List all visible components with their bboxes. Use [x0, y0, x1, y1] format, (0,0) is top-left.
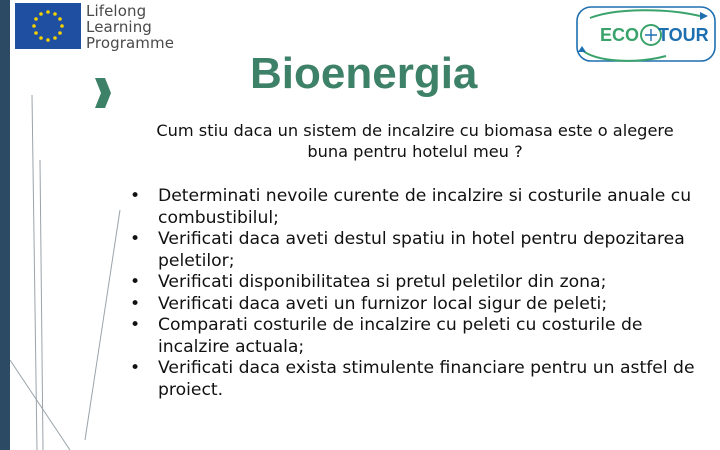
decorative-lines: [10, 0, 130, 450]
lifelong-learning-programme-text: [86, 3, 174, 51]
slide-question: Cum stiu daca un sistem de incalzire cu biomasa este o alegere buna pentru hotelul meu ?: [156, 121, 674, 161]
arrow-tab-shape: [95, 78, 111, 108]
bullet-item: • Determinati nevoile curente de incalzire si costurile anuale cu combustibilul;: [128, 186, 698, 229]
programme-line: Learning: [86, 18, 152, 36]
programme-line: Programme: [86, 34, 175, 52]
eu-flag-logo: [15, 3, 81, 53]
bullet-list: [128, 186, 698, 401]
eco-text: ECO: [600, 25, 640, 45]
tour-text: TOUR: [658, 25, 709, 45]
slide-title: Bioenergia: [250, 49, 478, 98]
ecotour-logo: [576, 6, 716, 66]
programme-line: Lifelong: [86, 2, 147, 20]
left-accent-strip: [0, 0, 10, 450]
bullet-item: • Verificati daca aveti destul spatiu in hotel pentru depozitarea peletilor;: [128, 229, 698, 272]
bullet-item: • Verificati daca aveti un furnizor local sigur de peleti;: [128, 294, 698, 316]
bullet-item: • Verificati disponibilitatea si pretul peletilor din zona;: [128, 272, 698, 294]
bullet-item: • Comparati costurile de incalzire cu peleti cu costurile de incalzire actuala;: [128, 315, 698, 358]
bullet-item: • Verificati daca exista stimulente financiare pentru un astfel de proiect.: [128, 358, 698, 401]
